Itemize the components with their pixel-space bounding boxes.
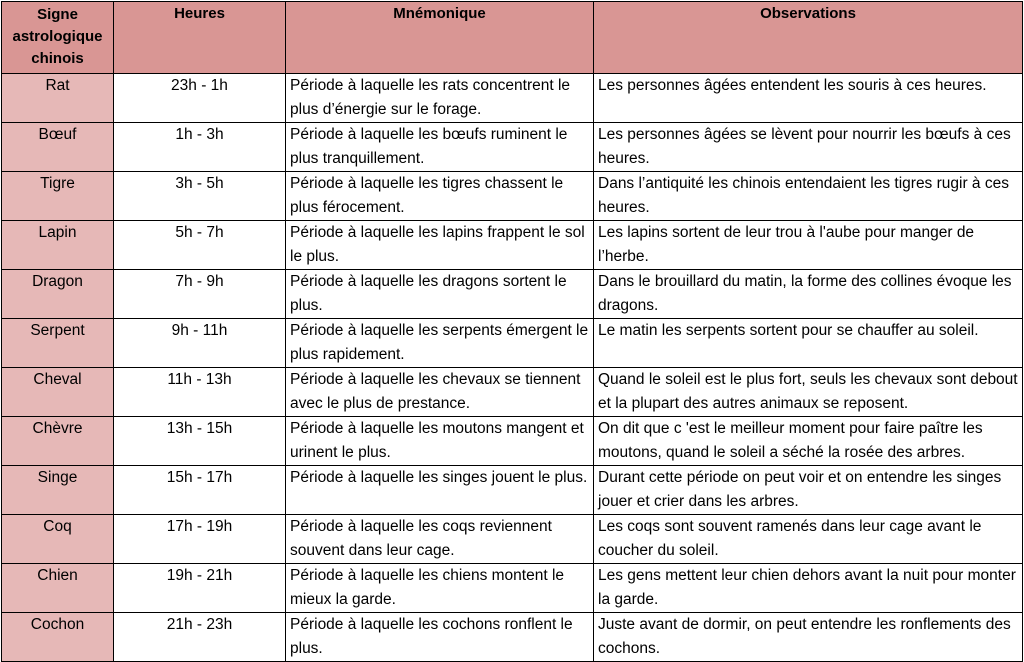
mnemonic-cell: Période à laquelle les coqs reviennent souvent dans leur cage.	[286, 515, 594, 564]
mnemonic-cell: Période à laquelle les singes jouent le plus.	[286, 466, 594, 515]
observation-cell: Quand le soleil est le plus fort, seuls les chevaux sont debout et la plupart des autres animaux se reposent.	[594, 368, 1023, 417]
hours-cell: 5h - 7h	[114, 221, 286, 270]
observation-cell: Le matin les serpents sortent pour se chauffer au soleil.	[594, 319, 1023, 368]
sign-cell: Singe	[2, 466, 114, 515]
header-sign-label: Signe astrologique chinois	[12, 6, 103, 67]
mnemonic-cell: Période à laquelle les dragons sortent le plus.	[286, 270, 594, 319]
table-row	[2, 564, 1023, 613]
header-row	[2, 2, 1023, 74]
hours-cell: 9h - 11h	[114, 319, 286, 368]
table-row	[2, 613, 1023, 662]
observation-cell: On dit que c 'est le meilleur moment pour faire paître les moutons, quand le soleil a séché la rosée des arbres.	[594, 417, 1023, 466]
observation-cell: Les personnes âgées entendent les souris à ces heures.	[594, 74, 1023, 123]
observation-cell: Dans l’antiquité les chinois entendaient les tigres rugir à ces heures.	[594, 172, 1023, 221]
table-row	[2, 74, 1023, 123]
sign-cell: Serpent	[2, 319, 114, 368]
observation-cell: Les gens mettent leur chien dehors avant la nuit pour monter la garde.	[594, 564, 1023, 613]
header-observations: Observations	[594, 2, 1023, 74]
sign-cell: Coq	[2, 515, 114, 564]
observation-cell: Les coqs sont souvent ramenés dans leur cage avant le coucher du soleil.	[594, 515, 1023, 564]
sign-cell: Cochon	[2, 613, 114, 662]
observation-cell: Juste avant de dormir, on peut entendre les ronflements des cochons.	[594, 613, 1023, 662]
sign-cell: Lapin	[2, 221, 114, 270]
hours-cell: 17h - 19h	[114, 515, 286, 564]
sign-cell: Cheval	[2, 368, 114, 417]
mnemonic-cell: Période à laquelle les moutons mangent et urinent le plus.	[286, 417, 594, 466]
observation-cell: Les lapins sortent de leur trou à l'aube pour manger de l’herbe.	[594, 221, 1023, 270]
hours-cell: 19h - 21h	[114, 564, 286, 613]
observation-cell: Les personnes âgées se lèvent pour nourrir les bœufs à ces heures.	[594, 123, 1023, 172]
hours-cell: 21h - 23h	[114, 613, 286, 662]
sign-cell: Rat	[2, 74, 114, 123]
hours-cell: 1h - 3h	[114, 123, 286, 172]
sign-cell: Chien	[2, 564, 114, 613]
sign-cell: Dragon	[2, 270, 114, 319]
mnemonic-cell: Période à laquelle les tigres chassent le plus férocement.	[286, 172, 594, 221]
mnemonic-cell: Période à laquelle les bœufs ruminent le plus tranquillement.	[286, 123, 594, 172]
table-row	[2, 172, 1023, 221]
table-row	[2, 123, 1023, 172]
hours-cell: 23h - 1h	[114, 74, 286, 123]
observation-cell: Durant cette période on peut voir et on entendre les singes jouer et crier dans les arbres.	[594, 466, 1023, 515]
header-sign	[2, 2, 114, 74]
mnemonic-cell: Période à laquelle les chevaux se tiennent avec le plus de prestance.	[286, 368, 594, 417]
table-row	[2, 417, 1023, 466]
table-row	[2, 221, 1023, 270]
header-hours: Heures	[114, 2, 286, 74]
observation-cell: Dans le brouillard du matin, la forme des collines évoque les dragons.	[594, 270, 1023, 319]
table-row	[2, 270, 1023, 319]
hours-cell: 13h - 15h	[114, 417, 286, 466]
hours-cell: 7h - 9h	[114, 270, 286, 319]
sign-cell: Chèvre	[2, 417, 114, 466]
table-row	[2, 319, 1023, 368]
mnemonic-cell: Période à laquelle les rats concentrent le plus d’énergie sur le forage.	[286, 74, 594, 123]
table-row	[2, 515, 1023, 564]
mnemonic-cell: Période à laquelle les chiens montent le mieux la garde.	[286, 564, 594, 613]
hours-cell: 15h - 17h	[114, 466, 286, 515]
sign-cell: Bœuf	[2, 123, 114, 172]
hours-cell: 3h - 5h	[114, 172, 286, 221]
mnemonic-cell: Période à laquelle les lapins frappent le sol le plus.	[286, 221, 594, 270]
hours-cell: 11h - 13h	[114, 368, 286, 417]
table-row	[2, 368, 1023, 417]
table-row	[2, 466, 1023, 515]
header-mnemonic: Mnémonique	[286, 2, 594, 74]
sign-cell: Tigre	[2, 172, 114, 221]
mnemonic-cell: Période à laquelle les cochons ronflent le plus.	[286, 613, 594, 662]
zodiac-hours-table	[1, 1, 1023, 662]
mnemonic-cell: Période à laquelle les serpents émergent le plus rapidement.	[286, 319, 594, 368]
